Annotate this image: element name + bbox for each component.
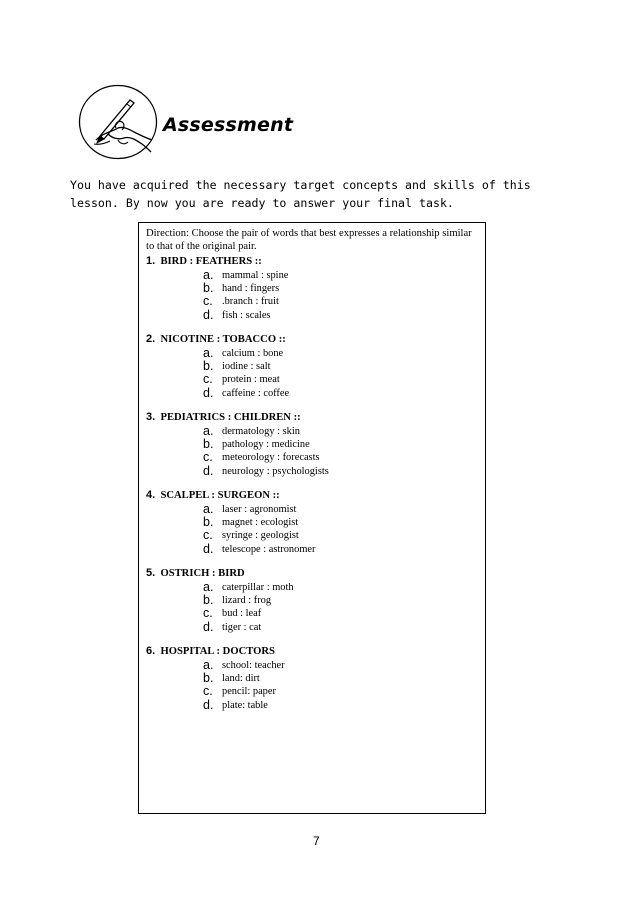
option-text: caterpillar : moth xyxy=(222,582,294,593)
option-letter: a. xyxy=(203,658,214,672)
option-a xyxy=(146,347,476,360)
option-text: pathology : medicine xyxy=(222,439,310,451)
question-header xyxy=(146,488,476,503)
option-c xyxy=(146,451,476,464)
page-number: 7 xyxy=(313,834,320,848)
option-text: dermatology : skin xyxy=(222,426,300,437)
option-text: magnet : ecologist xyxy=(222,517,299,529)
option-text: fish : scales xyxy=(222,309,271,321)
option-d xyxy=(146,387,476,400)
option-d xyxy=(146,621,476,634)
option-letter: d. xyxy=(203,697,214,712)
option-text: .branch : fruit xyxy=(222,296,279,308)
option-a xyxy=(146,659,476,672)
option-b xyxy=(146,672,476,685)
option-text: caffeine : coffee xyxy=(222,387,290,399)
option-letter: d. xyxy=(203,307,214,322)
option-letter: d. xyxy=(203,541,214,556)
option-text: calcium : bone xyxy=(222,348,284,359)
option-letter: b. xyxy=(203,437,214,452)
option-text: bud : leaf xyxy=(222,608,262,620)
option-text: hand : fingers xyxy=(222,283,280,295)
question-pair: SCALPEL : SURGEON :: xyxy=(160,490,280,501)
option-text: laser : agronomist xyxy=(222,504,297,515)
option-text: plate: table xyxy=(222,699,268,711)
option-letter: b. xyxy=(203,515,214,530)
question-5 xyxy=(146,566,476,634)
option-d xyxy=(146,543,476,556)
option-letter: a. xyxy=(203,268,214,282)
option-b xyxy=(146,282,476,295)
direction-text: Direction: Choose the pair of words that best expresses a relationship similar to that of the original pair. xyxy=(146,228,472,252)
question-2 xyxy=(146,332,476,400)
question-4 xyxy=(146,488,476,556)
option-text: pencil: paper xyxy=(222,686,276,698)
question-pair: BIRD : FEATHERS :: xyxy=(160,256,262,267)
option-a xyxy=(146,503,476,516)
assessment-box xyxy=(138,222,486,814)
question-header xyxy=(146,254,476,269)
option-d xyxy=(146,699,476,712)
option-c xyxy=(146,295,476,308)
hand-writing-pencil-icon xyxy=(78,84,158,160)
option-letter: a. xyxy=(203,424,214,438)
option-letter: b. xyxy=(203,671,214,686)
option-letter: d. xyxy=(203,619,214,634)
question-number: 6. xyxy=(146,645,156,657)
option-a xyxy=(146,425,476,438)
option-a xyxy=(146,269,476,282)
option-b xyxy=(146,360,476,373)
option-text: protein : meat xyxy=(222,374,280,386)
intro-paragraph: You have acquired the necessary target concepts and skills of this lesson. By now you are ready to answer your final task. xyxy=(70,178,531,210)
question-number: 1. xyxy=(146,255,156,267)
option-letter: d. xyxy=(203,463,214,478)
question-pair: HOSPITAL : DOCTORS xyxy=(160,646,275,657)
option-letter: c. xyxy=(203,606,213,621)
option-d xyxy=(146,465,476,478)
option-text: mammal : spine xyxy=(222,270,289,281)
question-3 xyxy=(146,410,476,478)
option-c xyxy=(146,685,476,698)
question-pair: OSTRICH : BIRD xyxy=(160,568,245,579)
option-text: syringe : geologist xyxy=(222,530,299,542)
option-c xyxy=(146,529,476,542)
option-b xyxy=(146,516,476,529)
option-text: neurology : psychologists xyxy=(222,465,329,477)
option-letter: c. xyxy=(203,528,213,543)
option-letter: c. xyxy=(203,450,213,465)
option-text: tiger : cat xyxy=(222,621,262,633)
option-letter: c. xyxy=(203,294,213,309)
question-pair: NICOTINE : TOBACCO :: xyxy=(160,334,286,345)
option-a xyxy=(146,581,476,594)
option-letter: a. xyxy=(203,346,214,360)
question-header xyxy=(146,410,476,425)
question-number: 2. xyxy=(146,333,156,345)
option-d xyxy=(146,309,476,322)
question-number: 4. xyxy=(146,489,156,501)
option-text: iodine : salt xyxy=(222,361,271,373)
question-header xyxy=(146,644,476,659)
question-number: 3. xyxy=(146,411,156,423)
option-letter: b. xyxy=(203,281,214,296)
question-header xyxy=(146,566,476,581)
option-letter: b. xyxy=(203,593,214,608)
option-text: telescope : astronomer xyxy=(222,543,316,555)
option-text: land: dirt xyxy=(222,673,260,685)
option-text: lizard : frog xyxy=(222,595,272,607)
question-6 xyxy=(146,644,476,712)
option-letter: d. xyxy=(203,385,214,400)
option-letter: b. xyxy=(203,359,214,374)
option-c xyxy=(146,373,476,386)
option-letter: a. xyxy=(203,502,214,516)
option-letter: a. xyxy=(203,580,214,594)
option-text: meteorology : forecasts xyxy=(222,452,320,464)
option-c xyxy=(146,607,476,620)
question-pair: PEDIATRICS : CHILDREN :: xyxy=(160,412,301,423)
page-title: Assessment xyxy=(163,114,294,136)
option-b xyxy=(146,594,476,607)
question-number: 5. xyxy=(146,567,156,579)
option-text: school: teacher xyxy=(222,660,285,671)
option-b xyxy=(146,438,476,451)
option-letter: c. xyxy=(203,684,213,699)
question-1 xyxy=(146,254,476,322)
question-header xyxy=(146,332,476,347)
option-letter: c. xyxy=(203,372,213,387)
